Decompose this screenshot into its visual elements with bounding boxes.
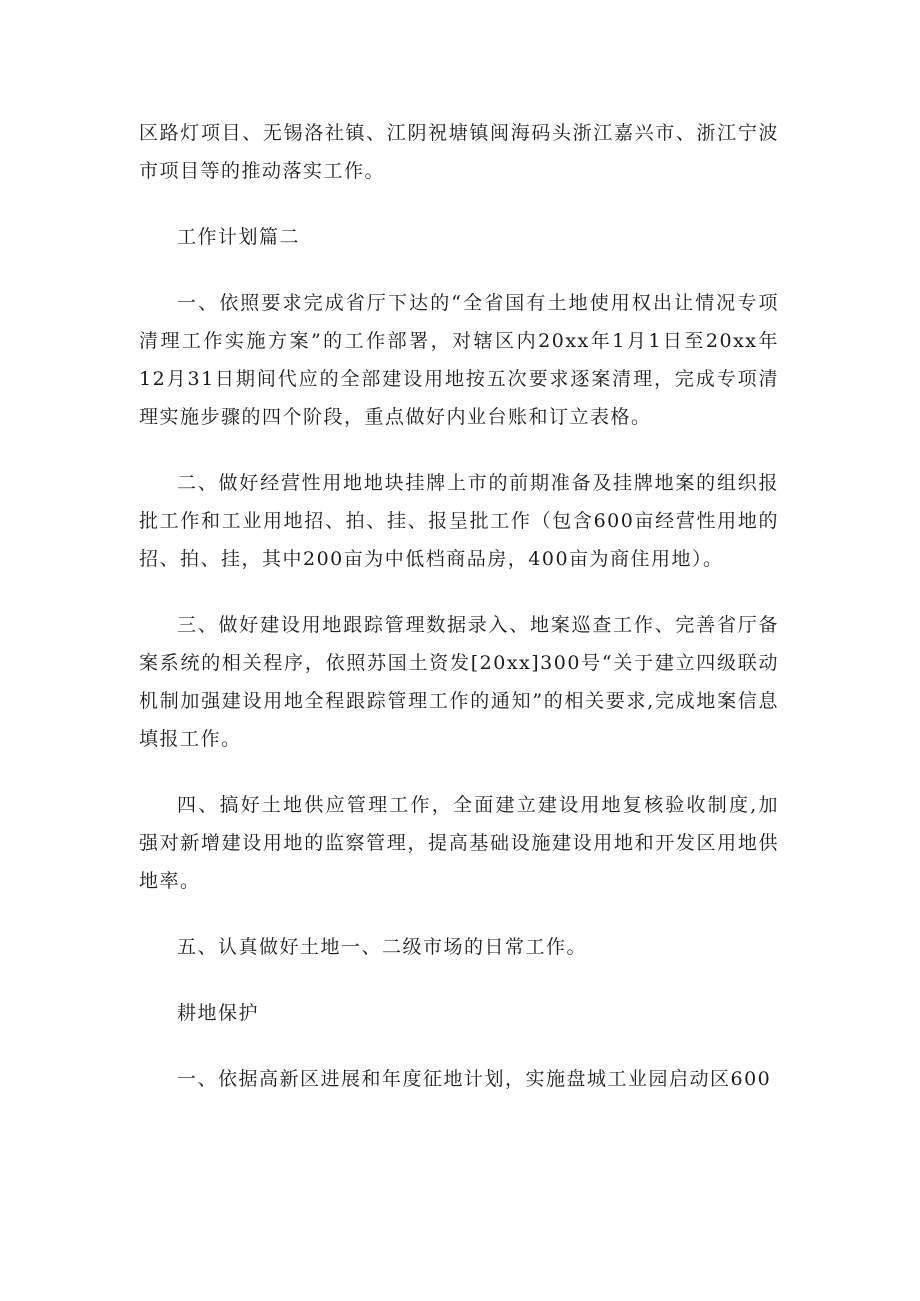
section-heading-plan-two: 工作计划篇二 — [177, 226, 301, 248]
paragraph-item-one: 一、依照要求完成省厅下达的“全省国有土地使用权出让情况专项清理工作实施方案”的工作部署，对辖区内20xx年1月1日至20xx年12月31日期间代应的全部建设用地按五次要求逐案清理，完成专项清理实施步骤的四个阶段，重点做好内业台账和订立表格。 — [139, 292, 779, 428]
paragraph-farmland-item-one: 一、依据高新区进展和年度征地计划，实施盘城工业园启动区600 — [177, 1068, 772, 1090]
section-heading-farmland: 耕地保护 — [177, 1002, 260, 1024]
paragraph-continuation: 区路灯项目、无锡洛社镇、江阴祝塘镇闽海码头浙江嘉兴市、浙江宁波市项目等的推动落实工作。 — [139, 122, 779, 182]
paragraph-item-four: 四、搞好土地供应管理工作，全面建立建设用地复核验收制度,加强对新增建设用地的监察管理，提高基础设施建设用地和开发区用地供地率。 — [139, 794, 779, 892]
paragraph-item-five: 五、认真做好土地一、二级市场的日常工作。 — [177, 936, 588, 958]
document-body — [139, 114, 779, 1126]
paragraph-item-two: 二、做好经营性用地地块挂牌上市的前期准备及挂牌地案的组织报批工作和工业用地招、拍、挂、报呈批工作（包含600亩经营性用地的招、拍、挂，其中200亩为中低档商品房，400亩为商住用地）。 — [139, 472, 779, 570]
paragraph-item-three: 三、做好建设用地跟踪管理数据录入、地案巡查工作、完善省厅备案系统的相关程序，依照苏国土资发[20xx]300号“关于建立四级联动机制加强建设用地全程跟踪管理工作的通知”的相关要求,完成地案信息填报工作。 — [139, 614, 779, 750]
